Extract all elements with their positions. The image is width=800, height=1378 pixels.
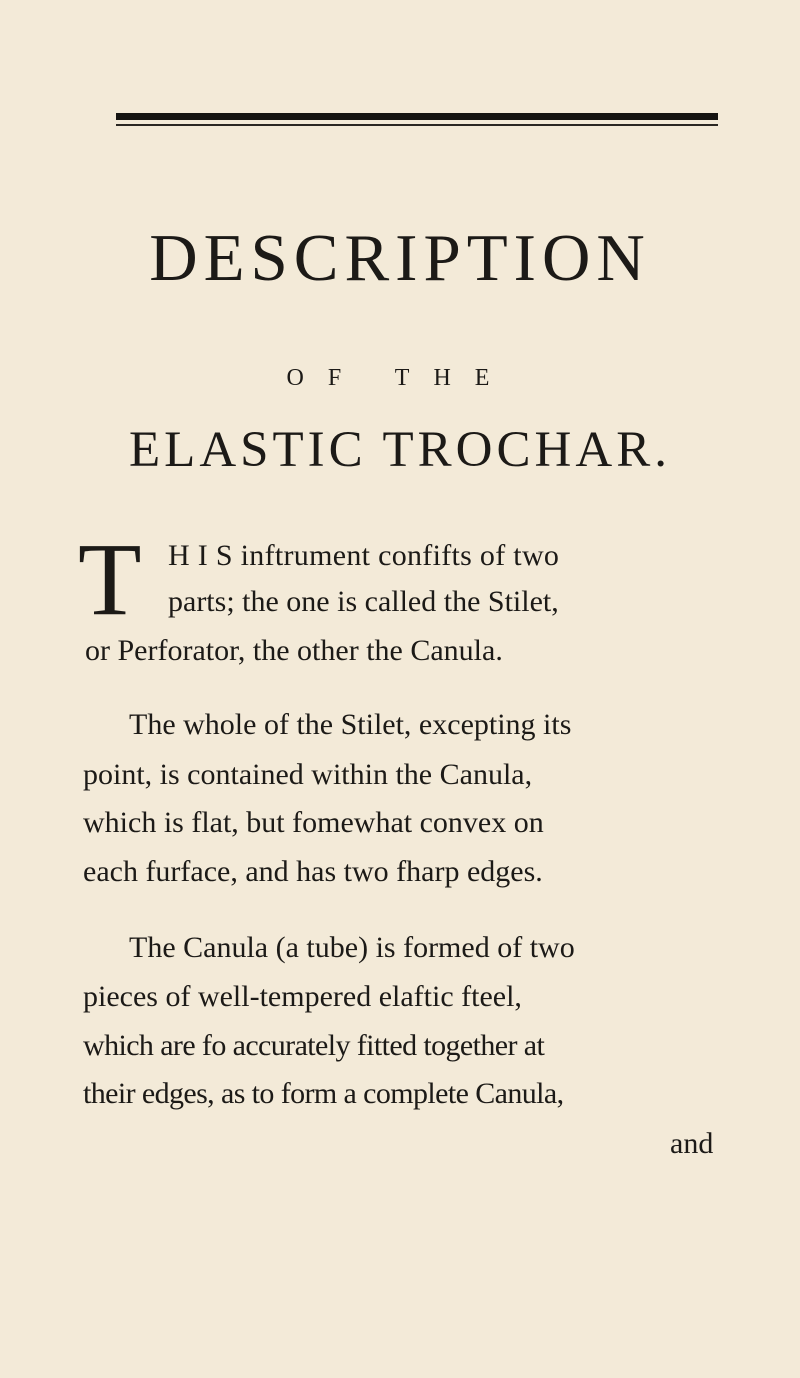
drop-cap: T: [78, 522, 142, 637]
page-title: DESCRIPTION: [149, 221, 651, 295]
ornamental-rule-thick: [116, 113, 718, 120]
page-subtitle: OF THE: [286, 365, 514, 391]
paragraph-line: H I S inftrument confifts of two: [168, 539, 560, 572]
paragraph-line: which are fo accurately fitted together at: [83, 1029, 545, 1062]
paragraph-line: The whole of the Stilet, excepting its: [129, 708, 572, 741]
paragraph-line: their edges, as to form a complete Canula,: [83, 1077, 564, 1110]
paragraph-line: pieces of well-tempered elaftic fteel,: [83, 980, 522, 1013]
page-heading: ELASTIC TROCHAR.: [129, 422, 671, 478]
paragraph-line: which is flat, but fomewhat convex on: [83, 806, 544, 839]
paragraph-line: each furface, and has two fharp edges.: [83, 855, 543, 888]
paragraph-line: parts; the one is called the Stilet,: [168, 585, 559, 618]
paragraph-line: The Canula (a tube) is formed of two: [129, 931, 575, 964]
paragraph-line: or Perforator, the other the Canula.: [85, 634, 503, 667]
paragraph-line: point, is contained within the Canula,: [83, 758, 533, 791]
catchword: and: [670, 1127, 714, 1160]
ornamental-rule-thin: [116, 124, 718, 126]
